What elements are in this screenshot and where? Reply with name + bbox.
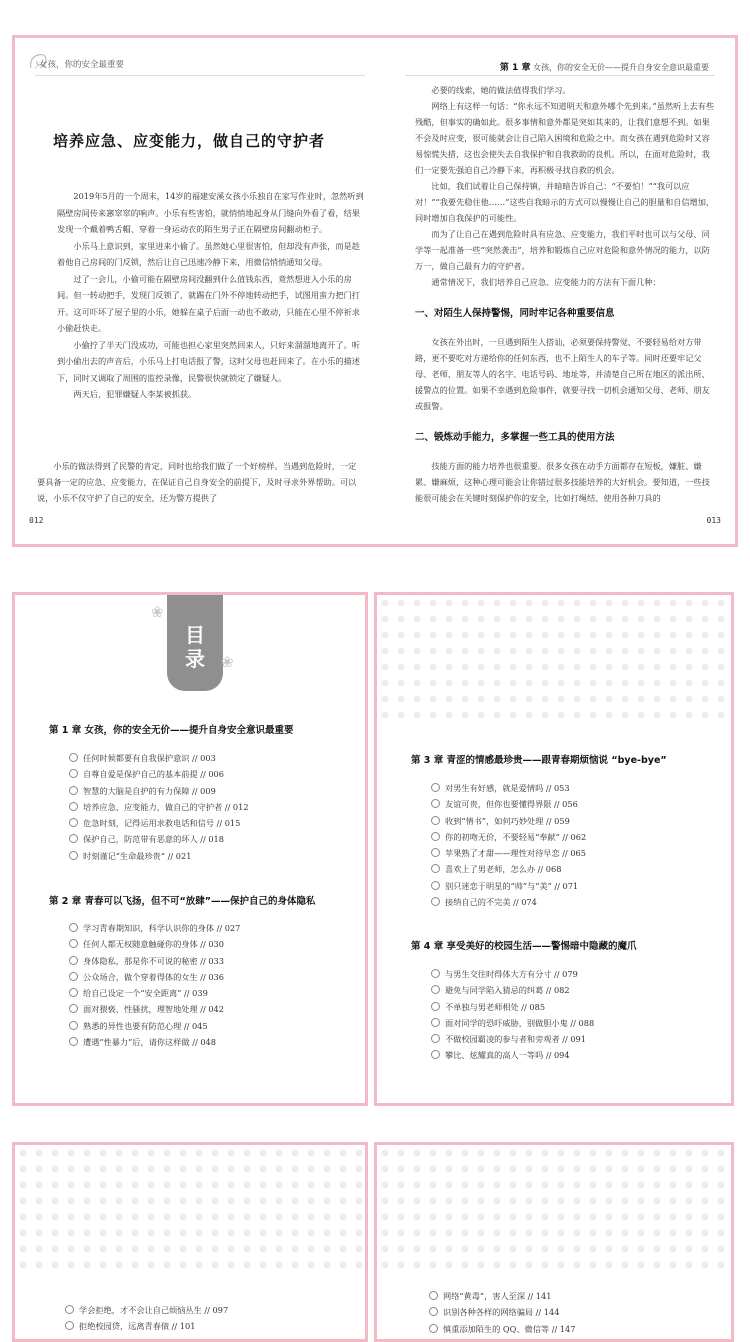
- toc-item-label: 面对同学的恐吓威胁，别做胆小鬼 // 088: [445, 1017, 595, 1028]
- story-paragraph: 过了一会儿，小偷可能在隔壁房间没翻到什么值钱东西，竟然想进入小乐的房间。但一转动把手，发现门反锁了，就踢在门外不停地转动把手，试图用蛮力把门打开。这可吓坏了屋子里的小乐，她躲在桌子后面一动也不敢动，只能在心里不停祈求小偷赶快走。: [57, 273, 360, 333]
- bullet-circle-icon: [69, 939, 78, 948]
- bullet-circle-icon: [431, 783, 440, 792]
- bullet-circle-icon: [429, 1324, 438, 1333]
- toc-item-label: 对男生有好感，就是爱情吗 // 053: [445, 783, 570, 793]
- toc-item-label: 学会拒绝，才不会让自己烦恼丛生 // 097: [79, 1305, 229, 1315]
- toc-page-2: [374, 592, 734, 1106]
- toc-item[interactable]: [431, 780, 586, 796]
- running-header-left: 女孩，你的安全最重要: [39, 60, 125, 70]
- page-number-right: 013: [706, 516, 721, 525]
- section-title: 培养应急、应变能力，做自己的守护者: [53, 132, 326, 150]
- toc-item-label: 识别各种各样的网络骗局 // 144: [443, 1307, 560, 1318]
- dot-pattern-background: [377, 595, 731, 720]
- body-paragraph: 女孩在外出时，一旦遇到陌生人搭讪，必须要保持警觉，不要轻易给对方带路，更不要吃对方递给你的任何东西，也不上陌生人的车子等。同时还要牢记父母、老师、朋友等人的名字、电话号码、地址等，并清楚自己所在地区的派出所、援警点的位置。如果不幸遇到危险事件，就要寻找一切机会通知父母、老师、朋友或报警。: [415, 337, 710, 411]
- bullet-circle-icon: [431, 881, 440, 890]
- toc-item[interactable]: [431, 861, 586, 877]
- toc-item[interactable]: [69, 985, 240, 1001]
- body-paragraph: 技能方面的能力培养也很重要。很多女孩在动手方面都存在短板，嫌脏、嫌累、嫌麻烦，这种心理可能会让你错过很多技能培养的大好机会。要知道，一些技能很可能会在关键时刻保护你的安全，比如打绳结、使用各种刀具的: [415, 461, 710, 503]
- body-paragraph: 通常情况下，我们培养自己应急、应变能力的方法有下面几种：: [431, 277, 661, 287]
- bullet-circle-icon: [431, 799, 440, 808]
- toc-item-list: [69, 750, 249, 864]
- bullet-circle-icon: [69, 956, 78, 965]
- bullet-circle-icon: [431, 1034, 440, 1043]
- bullet-circle-icon: [69, 753, 78, 762]
- toc-item-label: 拒绝校园贷，远离青春债 // 101: [79, 1321, 196, 1332]
- toc-item[interactable]: [69, 799, 249, 815]
- toc-item[interactable]: [429, 1321, 575, 1337]
- bullet-circle-icon: [431, 1050, 440, 1059]
- toc-item[interactable]: [431, 966, 594, 982]
- toc-page-3: [12, 1142, 368, 1342]
- toc-item-label: 任何人都无权随意触碰你的身体 // 030: [83, 939, 224, 950]
- toc-item-label: 保护自己，防范带有恶意的坏人 // 018: [83, 834, 224, 845]
- bullet-circle-icon: [69, 1021, 78, 1030]
- story-paragraph: 小偷拧了半天门没成功，可能也担心家里突然回来人，只好来溜溜地离开了。听到小偷出去的声音后，小乐马上打电话报了警，这时父母也赶回来了。在小乐的描述下，同时又调取了周围的监控录像，民警很快就锁定了嫌疑人。: [57, 339, 360, 383]
- bullet-circle-icon: [69, 769, 78, 778]
- story-paragraph: 小乐马上意识到，家里进来小偷了。虽然她心里很害怕，但却没有声张，而是趁着他自己房间的门反锁，然后让自己迅速冷静下来，用微信悄悄通知父母。: [57, 240, 360, 267]
- toc-item[interactable]: [69, 831, 249, 847]
- right-paragraphs-1: [415, 82, 717, 290]
- toc-chapter-title: 第 1 章 女孩，你的安全无价——提升自身安全意识最重要: [49, 725, 294, 736]
- toc-item-list: [65, 1302, 228, 1335]
- toc-item[interactable]: [431, 813, 586, 829]
- bullet-circle-icon: [429, 1307, 438, 1316]
- bullet-circle-icon: [69, 923, 78, 932]
- toc-item-label: 收到“情书”，如何巧妙处理 // 059: [445, 815, 570, 826]
- toc-item-label: 面对猥亵、性骚扰，理智地处理 // 042: [83, 1004, 224, 1015]
- bullet-circle-icon: [69, 786, 78, 795]
- toc-item[interactable]: [69, 848, 249, 864]
- page-number-left: 012: [29, 516, 44, 525]
- flower-deco-icon: ❀: [221, 653, 234, 671]
- toc-item[interactable]: [69, 1034, 240, 1050]
- bullet-circle-icon: [69, 972, 78, 981]
- bullet-circle-icon: [431, 832, 440, 841]
- toc-page-1: [12, 592, 368, 1106]
- bullet-circle-icon: [431, 1002, 440, 1011]
- toc-item[interactable]: [69, 783, 249, 799]
- toc-item-label: 培养应急、应变能力，做自己的守护者 // 012: [83, 801, 249, 812]
- toc-item[interactable]: [69, 969, 240, 985]
- toc-item-label: 学习青春期知识，科学认识你的身体 // 027: [83, 923, 241, 933]
- toc-item-label: 苹果熟了才甜——理性对待早恋 // 065: [445, 848, 586, 859]
- toc-item[interactable]: [431, 796, 586, 812]
- toc-item[interactable]: [69, 920, 240, 936]
- toc-item[interactable]: [431, 982, 594, 998]
- bullet-circle-icon: [69, 802, 78, 811]
- toc-item-label: 熟悉的异性也要有防范心理 // 045: [83, 1020, 208, 1031]
- toc-item-label: 公众场合，做个穿着得体的女生 // 036: [83, 971, 224, 982]
- header-rule-right: [405, 75, 715, 76]
- bullet-circle-icon: [431, 1018, 440, 1027]
- header-chapter-text: 女孩，你的安全无价——提升自身安全意识最重要: [533, 63, 709, 72]
- right-paragraphs-2: [415, 334, 717, 414]
- toc-item[interactable]: [69, 750, 249, 766]
- toc-item-label: 与男生交往时得体大方有分寸 // 079: [445, 969, 578, 979]
- toc-item[interactable]: [69, 766, 249, 782]
- toc-item[interactable]: [431, 1015, 594, 1031]
- bullet-circle-icon: [69, 834, 78, 843]
- toc-item[interactable]: [431, 894, 586, 910]
- toc-item-label: 不单独与男老师相处 // 085: [445, 1001, 546, 1012]
- right-page-text: [415, 82, 717, 506]
- toc-item[interactable]: [431, 878, 586, 894]
- header-rule-left: [35, 75, 365, 76]
- toc-item[interactable]: [429, 1304, 575, 1320]
- story-paragraph: 两天后，犯罪嫌疑人李某被抓获。: [73, 389, 197, 399]
- toc-item[interactable]: [69, 1001, 240, 1017]
- left-body-text: [37, 458, 363, 506]
- bullet-circle-icon: [69, 1037, 78, 1046]
- toc-chapter-title: 第 2 章 青春可以飞扬，但不可“放肆”——保护自己的身体隐私: [49, 896, 316, 907]
- toc-item-label: 任何时候都要有自我保护意识 // 003: [83, 753, 216, 763]
- toc-item-label: 遭遇“性暴力”后，请你这样做 // 048: [83, 1037, 216, 1048]
- body-paragraph: 网络上有这样一句话：“你永远不知道明天和意外哪个先到来。”虽然听上去有些残酷，但事实的确如此。很多事情和意外都是突如其来的，让我们意想不到。如果不会及时应变，很可能就会让自己陷入困境和危险之中。而女孩在遇到危险时又容易惊慌失措，这也会使失去自我保护和自我救助的良机。所以，在面对危险时，我们一定要先强迫自己冷静下来，再积极寻找自救的机会。: [415, 101, 715, 175]
- body-paragraph: 比如，我们试着让自己保持镇，并暗暗告诉自己：“不要怕！”“我可以应对！”“我要先稳住他……”这些自我暗示的方式可以慢慢让自己的胆量和自信增加，同时增加自我保护的可能性。: [415, 181, 715, 223]
- bullet-circle-icon: [65, 1305, 74, 1314]
- toc-item[interactable]: [69, 953, 240, 969]
- toc-item[interactable]: [431, 845, 586, 861]
- toc-item[interactable]: [69, 815, 249, 831]
- running-header-right: [500, 60, 709, 73]
- toc-item-label: 智慧的大脑是自护的有力保障 // 009: [83, 785, 216, 796]
- toc-item-label: 危急时刻，记得运用求救电话和信号 // 015: [83, 818, 241, 829]
- toc-item[interactable]: [429, 1288, 575, 1304]
- bullet-circle-icon: [431, 969, 440, 978]
- toc-item-label: 喜欢上了男老师，怎么办 // 068: [445, 864, 562, 875]
- toc-item[interactable]: [69, 936, 240, 952]
- toc-item-label: 不做校园霸凌的参与者和旁观者 // 091: [445, 1034, 586, 1045]
- body-paragraph: 而为了让自己在遇到危险时具有应急、应变能力，我们平时也可以与父母、同学等一起准备一些“突然袭击”，培养和锻炼自己应对危险和意外情况的能力，以防万一，做自己最有力的守护者。: [415, 229, 710, 271]
- book-spread-page: [12, 35, 738, 547]
- bullet-circle-icon: [431, 864, 440, 873]
- bullet-circle-icon: [431, 816, 440, 825]
- bullet-circle-icon: [429, 1291, 438, 1300]
- bullet-circle-icon: [69, 988, 78, 997]
- bullet-circle-icon: [69, 818, 78, 827]
- toc-item-label: 身体隐私，那是你不可说的秘密 // 033: [83, 955, 224, 966]
- toc-chapter-title: 第 4 章 享受美好的校园生活——警惕暗中隐藏的魔爪: [411, 941, 637, 952]
- toc-page-4: [374, 1142, 734, 1342]
- right-paragraphs-3: [415, 458, 717, 506]
- toc-item-label: 避免与同学陷入猜忌的纠葛 // 082: [445, 985, 570, 996]
- toc-item-label: 给自己设定一个“安全距离” // 039: [83, 988, 208, 999]
- toc-item-list: [431, 780, 586, 910]
- toc-item-label: 慎重添加陌生的 QQ、微信等 // 147: [443, 1323, 576, 1334]
- toc-item[interactable]: [65, 1318, 228, 1334]
- bullet-circle-icon: [431, 985, 440, 994]
- subheading-2: 二、锻炼动手能力，多掌握一些工具的使用方法: [415, 432, 615, 443]
- toc-item[interactable]: [69, 1018, 240, 1034]
- bullet-circle-icon: [431, 897, 440, 906]
- flower-deco-icon: ❀: [151, 603, 164, 621]
- header-chapter-label: 第 1 章: [499, 63, 531, 73]
- story-block: [57, 188, 367, 403]
- toc-item-label: 时刻谨记“生命最珍贵” // 021: [83, 850, 192, 861]
- toc-item[interactable]: [431, 999, 594, 1015]
- toc-item[interactable]: [431, 829, 586, 845]
- toc-item[interactable]: [65, 1302, 228, 1318]
- bullet-circle-icon: [431, 848, 440, 857]
- toc-item-label: 别只迷恋于明星的“帅”与“美” // 071: [445, 880, 579, 891]
- bullet-circle-icon: [65, 1321, 74, 1330]
- toc-item[interactable]: [431, 1031, 594, 1047]
- toc-item-label: 网络“黄毒”，害人至深 // 141: [443, 1291, 552, 1301]
- toc-chapter-title: 第 3 章 青涩的情感最珍贵——跟青春期烦恼说 “bye-bye”: [411, 755, 667, 766]
- toc-item-label: 接纳自己的不完美 // 074: [445, 897, 537, 908]
- story-paragraph: 2019年5月的一个周末，14岁的福建安溪女孩小乐独自在家写作业时，忽然听到隔壁房间传来窸窣窣的响声。小乐有些害怕，就悄悄地起身从门缝向外看了看，结果发现一个戴着鸭舌帽、穿着一身运动衣的陌生男子正在隔壁房间翻动柜子。: [57, 191, 364, 234]
- toc-item-label: 友谊可贵，但你也要懂得界限 // 056: [445, 799, 578, 810]
- toc-tab-label: 目 录: [185, 623, 205, 671]
- toc-item-list: [431, 966, 594, 1064]
- toc-item-label: 你的初吻无价，不要轻易“奉献” // 062: [445, 831, 587, 842]
- dot-pattern-background: [377, 1145, 731, 1270]
- toc-item-list: [69, 920, 240, 1050]
- dot-pattern-background: [15, 1145, 365, 1275]
- toc-item-label: 自尊自爱是保护自己的基本前提 // 006: [83, 769, 224, 780]
- body-paragraph: 小乐的做法得到了民警的肯定，同时也给我们做了一个好榜样。当遇到危险时，一定要具备一定的应急、应变能力，在保证自己自身安全的前提下，及时寻求外界帮助。可以说，小乐不仅守护了自己的安全，还为警方提供了: [37, 461, 357, 503]
- body-paragraph: 必要的线索，她的做法值得我们学习。: [431, 85, 571, 95]
- toc-item-list: [429, 1288, 575, 1337]
- subheading-1: 一、对陌生人保持警惕，同时牢记各种重要信息: [415, 308, 615, 319]
- toc-item[interactable]: [431, 1047, 594, 1063]
- toc-item-label: 攀比、炫耀真的高人一等吗 // 094: [445, 1050, 570, 1061]
- bullet-circle-icon: [69, 851, 78, 860]
- bullet-circle-icon: [69, 1004, 78, 1013]
- toc-tab: [167, 595, 223, 691]
